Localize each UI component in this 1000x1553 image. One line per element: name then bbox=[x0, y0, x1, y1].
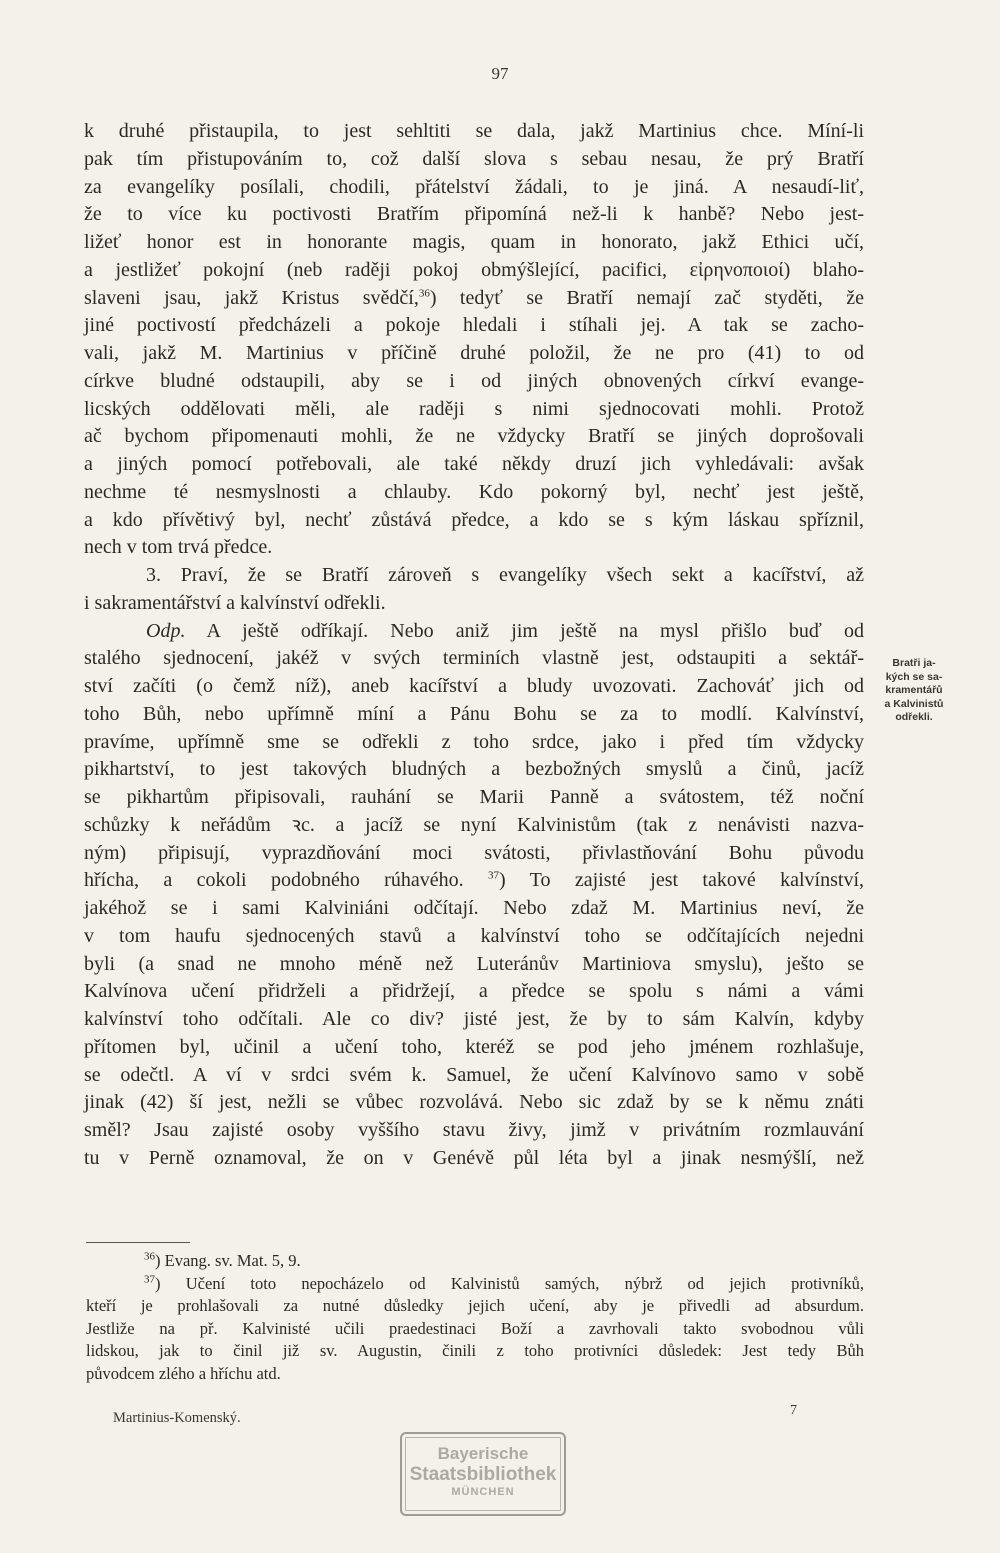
text-line: jinak (42) ší jest, nežli se vůbec rozvolává. Nebo sic zdaž by se k němu znáti bbox=[84, 1091, 864, 1114]
footnote-36: $^{36}$) Evang. sv. Mat. 5, 9. bbox=[144, 1250, 301, 1270]
sheet-number: 7 bbox=[790, 1403, 797, 1418]
text-line bbox=[84, 618, 864, 646]
text-line: že to více ku poctivosti Bratřím připomíná než-li k hanbě? Nebo jest- bbox=[84, 203, 864, 226]
text-line: Kalvínova učení přidrželi a přidržejí, a předce se spolu s námi a vámi bbox=[84, 980, 864, 1003]
stamp-line: Bayerische bbox=[437, 1444, 529, 1463]
body-text bbox=[84, 118, 864, 1173]
text-line: ství začíti (o čemž níž), aneb kacířství a bludy uvozovati. Zachováť jich od bbox=[84, 675, 864, 697]
page-number: 97 bbox=[491, 64, 509, 83]
text-line: i sakramentářství a kalvínství odřekli. bbox=[84, 591, 386, 614]
text-line: a jestližeť pokojní (neb raději pokoj obmýšlející, pacifici, εἰρηνοποιοί) blaho- bbox=[84, 258, 864, 281]
text-line: pravíme, upřímně sme se odřekli z toho srdce, jako i před tím vždycky bbox=[84, 730, 864, 753]
library-stamp bbox=[400, 1432, 566, 1516]
margin-note-line: a Kalvinistů bbox=[884, 697, 944, 710]
text-line: toho Bůh, nebo upřímně míní a Pánu Bohu se za to modlí. Kalvínství, bbox=[84, 702, 864, 725]
text-line: schůzky k neřádům ꝛc. a jacíž se nyní Kalvinistům (tak z nenávisti nazva- bbox=[84, 813, 864, 836]
margin-note-line: kých se sa- bbox=[885, 670, 943, 683]
text-line: kalvínství toho odčítali. Ale co div? jisté jest, že by to sám Kalvín, kdyby bbox=[84, 1008, 864, 1030]
text-line: nechme té nesmyslnosti a chlauby. Kdo pokorný byl, nechť jest ještě, bbox=[84, 480, 864, 503]
text-line: ač bychom připomenauti mohli, že ne vždycky Bratří se jiných doprošovali bbox=[84, 425, 864, 448]
text-line: ným) připisují, vyprazdňování moci svátosti, přivlastňování Bohu původu bbox=[84, 841, 864, 864]
margin-note-line: Bratři ja- bbox=[892, 657, 936, 669]
text-line bbox=[84, 285, 864, 313]
footnote-line: původcem zlého a hříchu atd. bbox=[86, 1363, 281, 1383]
text-segment: ) tedyť se Bratří nemají zač styděti, že bbox=[429, 286, 864, 309]
text-segment: hřícha, a cokoli podobného rúhavého. bbox=[84, 869, 464, 892]
text-line: pikhartství, to jest takových bludných a bezbožných smyslů a činů, jacíž bbox=[84, 758, 864, 781]
footnote-reference: 37 bbox=[487, 869, 499, 882]
text-line: jakéhož se i sami Kalviniáni odčítají. Nebo zdaž M. Martinius neví, že bbox=[84, 897, 864, 919]
footnote-mark: 37 bbox=[144, 1273, 155, 1285]
stamp-line: Staatsbibliothek bbox=[409, 1464, 557, 1485]
footnote-line: lidskou, jak to činil již sv. Augustin, činili z toho protivníci důsledek: Jest tedy Bůh bbox=[86, 1341, 864, 1360]
text-line: za evangelíky posílali, chodili, přátelství žádali, to je jiná. A nesaudí-liť, bbox=[84, 175, 864, 198]
text-line: tu v Perně oznamoval, že on v Genévě půl léta byl a jinak nesmýšlí, než bbox=[84, 1146, 864, 1169]
footnote-line: kteří je prohlašovali za nutné důsledky jejich učení, aby je přivedli ad absurdum. bbox=[86, 1296, 864, 1315]
text-line: církve bludné odstaupili, aby se i od jiných obnovených církví evange- bbox=[84, 369, 864, 392]
text-line: vali, jakž M. Martinius v příčině druhé položil, že ne pro (41) to od bbox=[84, 342, 864, 364]
text-segment: ) To zajisté jest takové kalvínství, bbox=[498, 869, 864, 892]
text-line: licských oddělovati měli, ale raději s nimi sjednocovati mohli. Protož bbox=[84, 397, 864, 420]
text-line: v tom haufu sjednocených stavů a kalvínství toho se odčítajících nejedni bbox=[84, 924, 864, 947]
text-line: stalého sjednocení, jakéž v svých terminích vlastně jest, odstaupiti a sektář- bbox=[84, 647, 864, 670]
text-line: se odečtl. A ví v srdci svém k. Samuel, že učení Kalvínovo samo v sobě bbox=[84, 1063, 864, 1086]
reply-label: Odp. bbox=[146, 619, 186, 642]
text-line bbox=[84, 867, 864, 895]
footnote-mark: 36 bbox=[144, 1250, 155, 1263]
text-line: se pikhartům připisovali, rauhání se Marii Panně a svátostem, též noční bbox=[84, 786, 864, 808]
text-line: nech v tom trvá předce. bbox=[84, 536, 273, 559]
text-line: 3. Praví, že se Bratří zároveň s evangelíky všech sekt a kacířství, až bbox=[146, 564, 864, 586]
text-line: směl? Jsau zajisté osoby vyššího stavu živy, jimž v privátním rozmlauvání bbox=[84, 1119, 864, 1141]
footnote-divider bbox=[86, 1242, 190, 1243]
footnote-line: Jestliže na př. Kalvinisté učili praedestinaci Boží a zavrhovali takto svobodnou vůli bbox=[86, 1318, 864, 1338]
stamp-line: MÜNCHEN bbox=[451, 1486, 515, 1498]
text-line: ližeť honor est in honorante magis, quam in honorato, jakž Ethici učí, bbox=[84, 231, 864, 253]
text-line: pak tím přistupováním to, což další slova s sebau nesau, že prý Bratří bbox=[84, 147, 864, 170]
text-segment: slaveni jsau, jakž Kristus svědčí, bbox=[84, 286, 419, 309]
text-line: přítomen byl, učinil a učení toho, kteréž se pod jeho jménem rozhlašuje, bbox=[84, 1035, 864, 1058]
footnote-reference: 36 bbox=[418, 286, 430, 299]
footnote-text: Evang. sv. Mat. 5, 9. bbox=[164, 1251, 301, 1270]
text-line: k druhé přistaupila, to jest sehltiti se dala, jakž Martinius chce. Míní-li bbox=[84, 120, 864, 142]
footnotes bbox=[86, 1250, 864, 1385]
text-line: a jiných pomocí potřebovali, ale také někdy druzí jich vyhledávali: avšak bbox=[84, 453, 864, 475]
text-line: a kdo přívětivý byl, nechť zůstává předce, a kdo se s kým láskau spříznil, bbox=[84, 508, 864, 531]
footnote-text: Učení toto nepocházelo od Kalvinistů samých, nýbrž od jejich protivníků, bbox=[185, 1273, 864, 1293]
margin-note-line: kramentářů bbox=[885, 684, 943, 697]
text-line: jiné poctivostí předcházeli a pokoje hledali i stíhali jej. A tak se zacho- bbox=[84, 314, 864, 337]
signature-mark: Martinius-Komenský. bbox=[113, 1410, 241, 1426]
margin-note bbox=[868, 657, 960, 725]
margin-note-line: odřekli. bbox=[895, 711, 933, 724]
footnote-37: $^{37}$) Učení toto nepocházelo od Kalvinistů samých, nýbrž od jejich protivníků, bbox=[144, 1273, 864, 1293]
text-segment: A ještě odříkají. Nebo aniž jim ještě na mysl přišlo buď od bbox=[206, 619, 864, 642]
text-line: byli (a snad ne mnoho méně než Luteránův Martiniova smyslu), ješto se bbox=[84, 952, 864, 975]
